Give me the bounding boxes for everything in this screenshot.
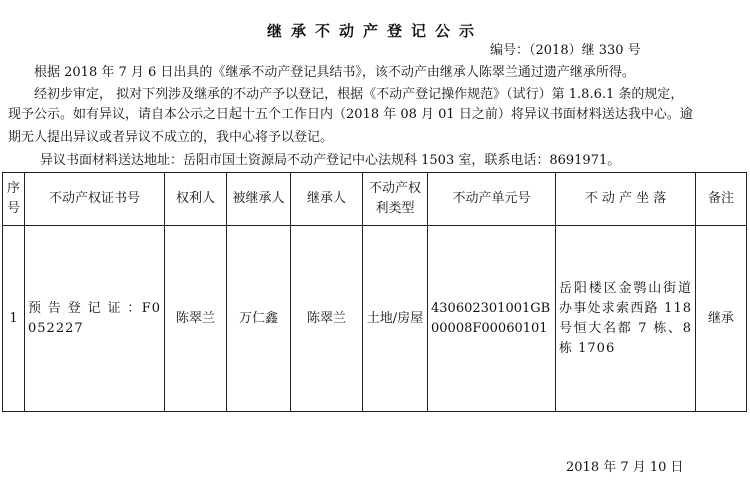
cell-heir: 陈翠兰 [291, 226, 363, 412]
header-heir: 继承人 [291, 173, 363, 226]
objection-address: 异议书面材料送达地址：岳阳市国土资源局不动产登记中心法规科 1503 室，联系电话：8691971。 [40, 153, 621, 168]
cell-remark: 继承 [696, 226, 747, 412]
notice-date: 2018 年 7 月 10 日 [566, 460, 684, 475]
cell-right-type: 土地/房屋 [363, 226, 428, 412]
header-right-holder: 权利人 [165, 173, 227, 226]
paragraph-objection: 期无人提出异议或者异议不成立的，我中心将予以登记。 [8, 130, 334, 145]
document-number: 编号：（2018）继 330 号 [490, 43, 641, 58]
header-remark: 备注 [696, 173, 747, 226]
table-row [3, 226, 747, 412]
paragraph-review-line-2: 现予公示。如有异议，请自本公示之日起十五个工作日内（2018 年 08 月 01 日之前）将异议书面材料送达我中心。逾 [8, 107, 693, 122]
cell-unit-no: 430602301001GB00008F00060101 [428, 226, 556, 412]
header-unit-no: 不动产单元号 [428, 173, 556, 226]
registration-table [2, 172, 747, 412]
header-location: 不 动 产 坐 落 [556, 173, 696, 226]
cell-location: 岳阳楼区金鹗山街道办事处求索西路 118 号恒大名都 7 栋、8 栋 1706 [556, 226, 696, 412]
cell-right-holder: 陈翠兰 [165, 226, 227, 412]
notice-title: 继承不动产登记公示 [266, 22, 483, 40]
header-right-type: 不动产权利类型 [363, 173, 428, 226]
header-seq: 序号 [3, 173, 25, 226]
cell-seq: 1 [3, 226, 25, 412]
header-cert-no: 不动产权证书号 [25, 173, 165, 226]
table-header-row [3, 173, 747, 226]
paragraph-review [8, 85, 730, 125]
paragraph-basis: 根据 2018 年 7 月 6 日出具的《继承不动产登记具结书》，该不动产由继承人陈翠兰通过遗产继承所得。 [34, 65, 635, 80]
paragraph-review-line-1: 经初步审定， 拟对下列涉及继承的不动产予以登记，根据《不动产登记操作规范》（试行）第 1.8.6.1 条的规定， [34, 87, 684, 102]
cell-deceased: 万仁鑫 [227, 226, 291, 412]
header-deceased: 被继承人 [227, 173, 291, 226]
cell-cert-no: 预 告 登 记 证 ：F0052227 [25, 226, 165, 412]
